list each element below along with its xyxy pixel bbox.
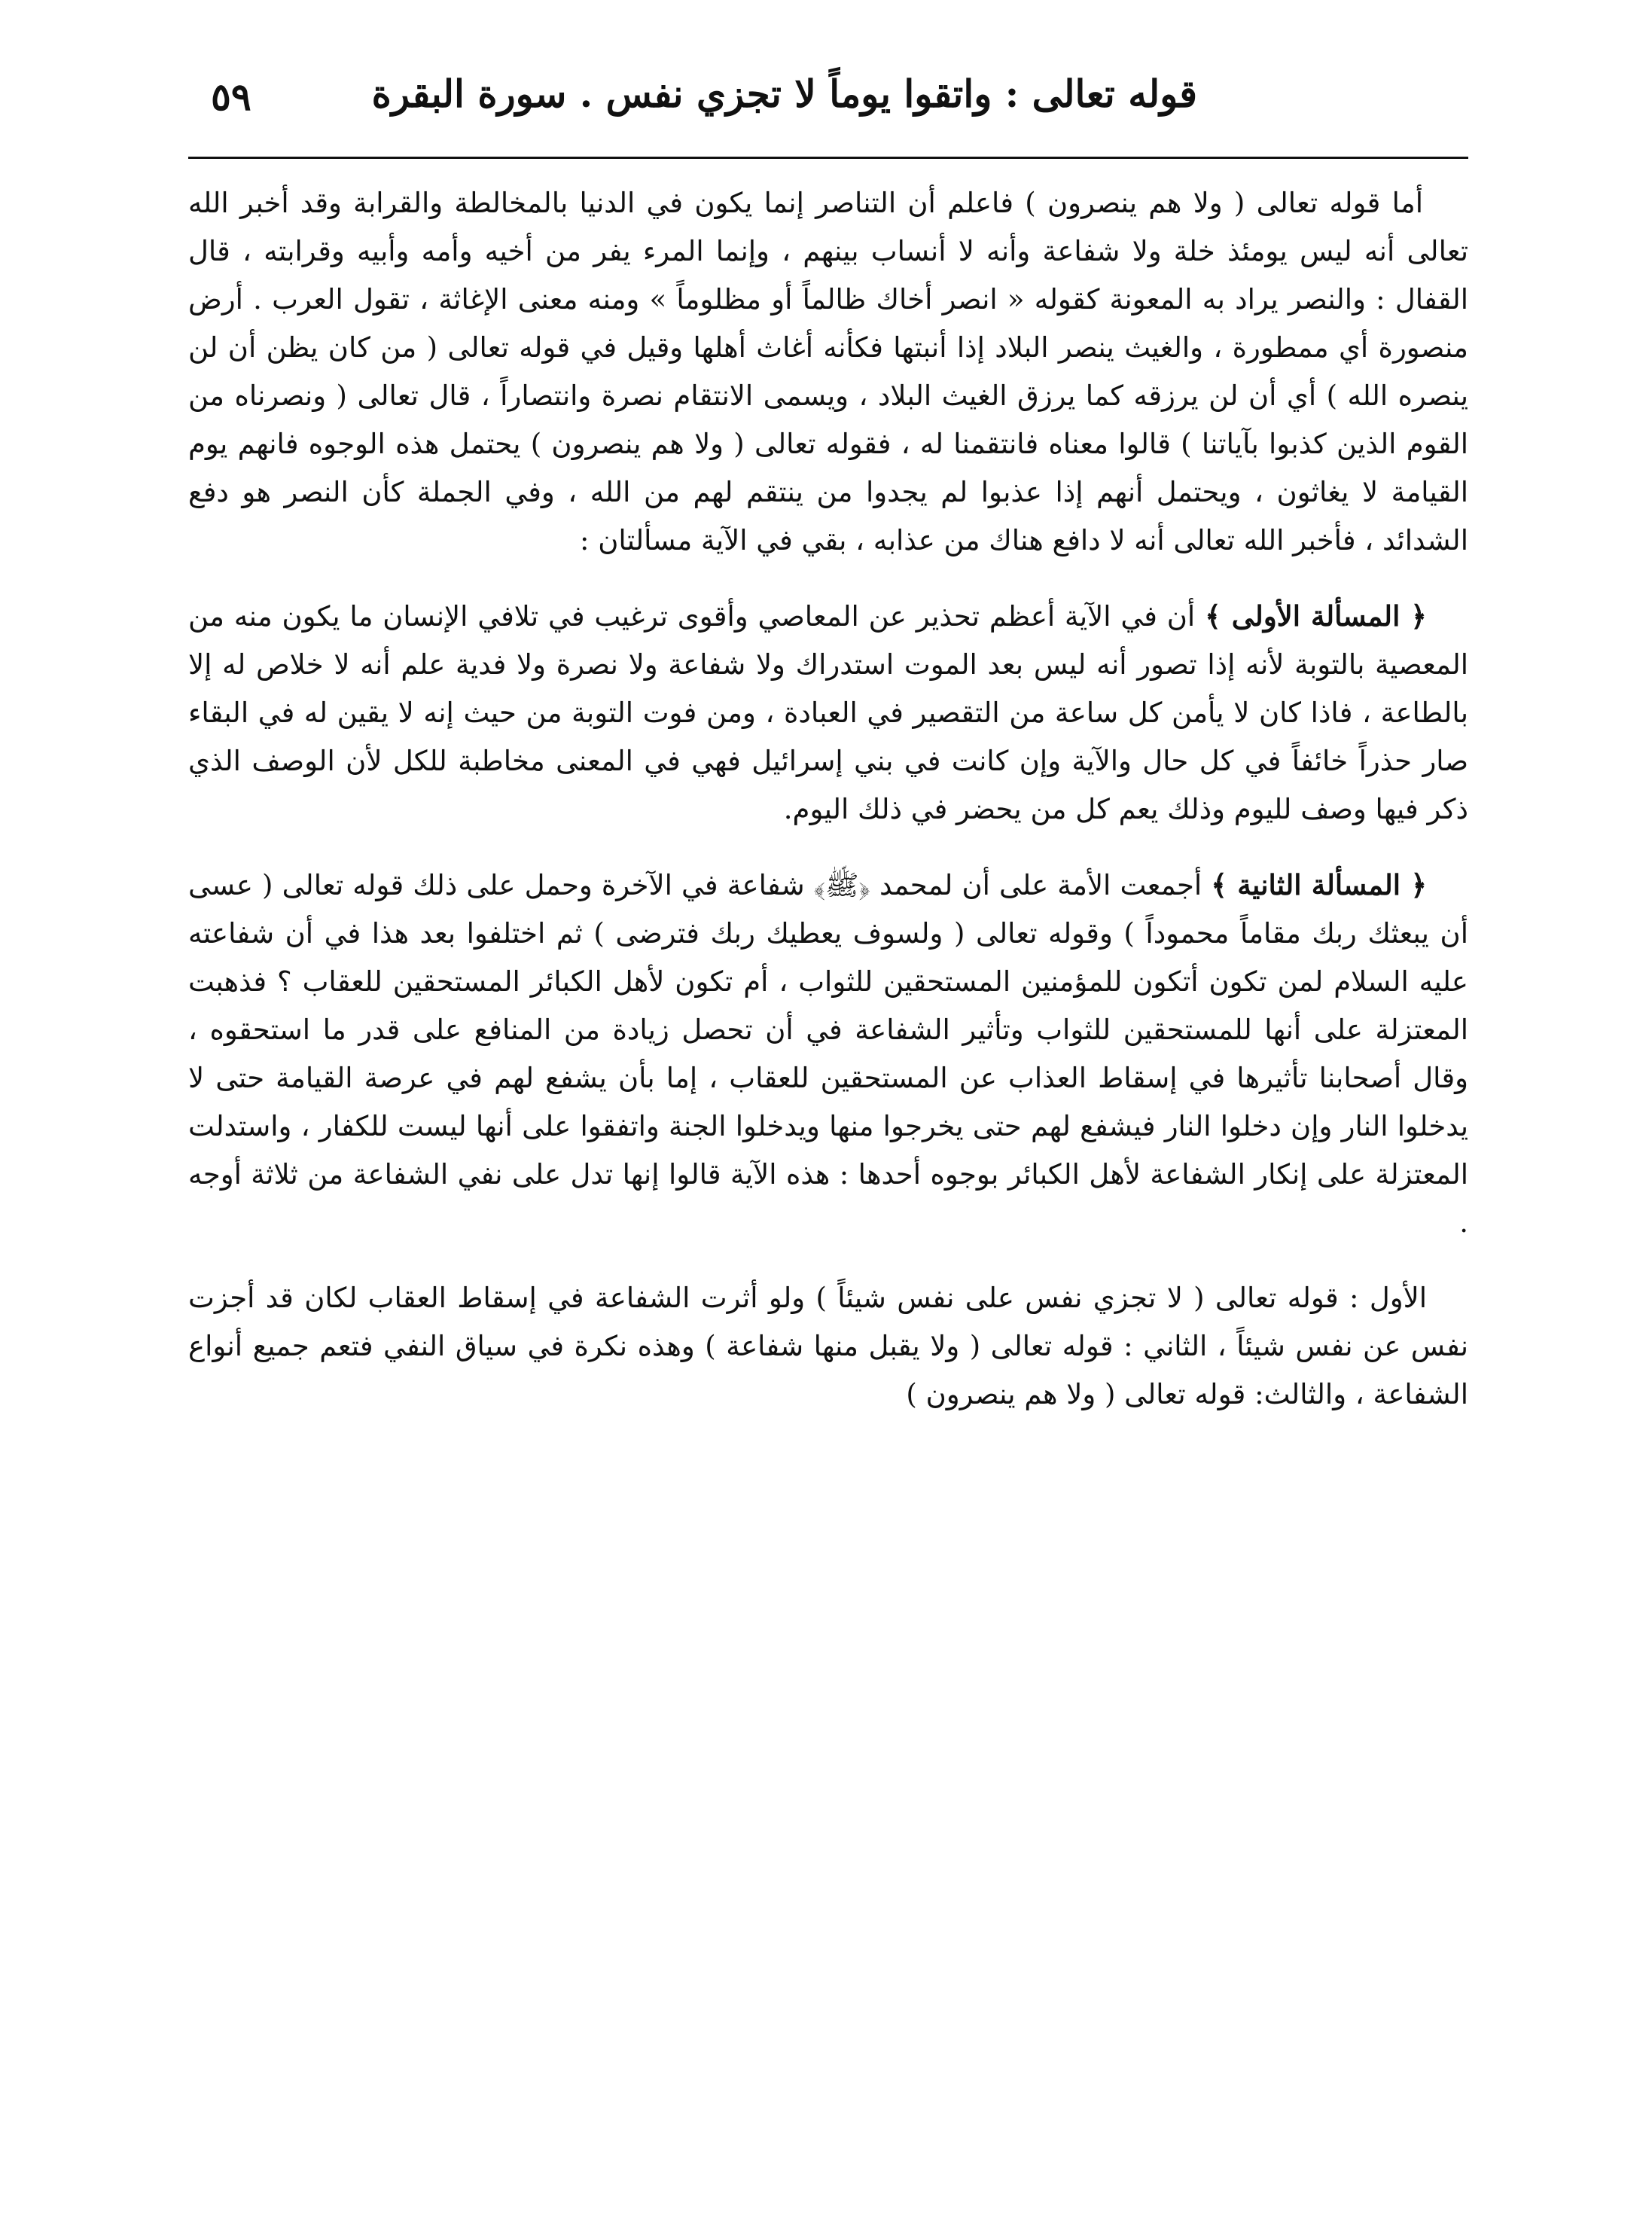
paragraph-3-heading: ﴿ المسألة الثانية ﴾ xyxy=(1211,868,1427,901)
running-title: قوله تعالى : واتقوا يوماً لا تجزي نفس . سورة البقرة xyxy=(371,72,1197,116)
paragraph-3 xyxy=(188,861,1468,1247)
body-text xyxy=(188,179,1468,2197)
header-rule xyxy=(188,157,1468,159)
paragraph-4-text: الأول : قوله تعالى ( لا تجزي نفس على نفس شيئاً ) ولو أثرت الشفاعة في إسقاط العقاب لكان قد أجزت نفس عن نفس شيئاً ، الثاني : قوله تعالى ( ولا يقبل منها شفاعة ) وهذه نكرة في سياق النفي فتعم جميع أنواع الشفاعة ، والثالث: قوله تعالى ( ولا هم ينصرون ) xyxy=(188,1282,1468,1410)
page-header xyxy=(188,72,1468,147)
paragraph-2-text: أن في الآية أعظم تحذير عن المعاصي وأقوى ترغيب في تلافي الإنسان ما يكون منه من المعصية بالتوبة لأنه إذا تصور أنه ليس بعد الموت استدراك ولا شفاعة ولا نصرة ولا فدية علم أنه لا خلاص له إلا بالطاعة ، فاذا كان لا يأمن كل ساعة من التقصير في العبادة ، ومن فوت التوبة من حيث إنه لا يقين له في البقاء صار حذراً خائفاً في كل حال والآية وإن كانت في بني إسرائيل فهي في المعنى مخاطبة للكل لأن الوصف الذي ذكر فيها وصف لليوم وذلك يعم كل من يحضر في ذلك اليوم. xyxy=(188,600,1468,825)
paragraph-4 xyxy=(188,1274,1468,1419)
paragraph-1-text: أما قوله تعالى ( ولا هم ينصرون ) فاعلم أن التناصر إنما يكون في الدنيا بالمخالطة والقرابة وقد أخبر الله تعالى أنه ليس يومئذ خلة ولا شفاعة وأنه لا أنساب بينهم ، وإنما المرء يفر من أخيه وأمه وأبيه وقرابته ، قال القفال : والنصر يراد به المعونة كقوله « انصر أخاك ظالماً أو مظلوماً » ومنه معنى الإغاثة ، تقول العرب . أرض منصورة أي ممطورة ، والغيث ينصر البلاد إذا أنبتها فكأنه أغاث أهلها وقيل في قوله تعالى ( من كان يظن أن لن ينصره الله ) أي أن لن يرزقه كما يرزق الغيث البلاد ، ويسمى الانتقام نصرة وانتصاراً ، قال تعالى ( ونصرناه من القوم الذين كذبوا بآياتنا ) قالوا معناه فانتقمنا له ، فقوله تعالى ( ولا هم ينصرون ) يحتمل هذه الوجوه فانهم يوم القيامة لا يغاثون ، ويحتمل أنهم إذا عذبوا لم يجدوا من ينتقم لهم من الله ، وفي الجملة كأن النصر هو دفع الشدائد ، فأخبر الله تعالى أنه لا دافع هناك من عذابه ، بقي في الآية مسألتان : xyxy=(188,187,1468,556)
paragraph-2-heading: ﴿ المسألة الأولى ﴾ xyxy=(1205,599,1427,633)
page-number: ٥٩ xyxy=(211,75,251,119)
paragraph-3-text: أجمعت الأمة على أن لمحمد ﴿ﷺ﴾ شفاعة في الآخرة وحمل على ذلك قوله تعالى ( عسى أن يبعثك ربك مقاماً محموداً ) وقوله تعالى ( ولسوف يعطيك ربك فترضى ) ثم اختلفوا بعد هذا في أن شفاعته عليه السلام لمن تكون أتكون للمؤمنين المستحقين للثواب ، أم تكون لأهل الكبائر المستحقين للعقاب ؟ فذهبت المعتزلة على أنها للمستحقين للثواب وتأثير الشفاعة في أن تحصل زيادة من المنافع على قدر ما استحقوه ، وقال أصحابنا تأثيرها في إسقاط العذاب عن المستحقين للعقاب ، إما بأن يشفع لهم في عرصة القيامة حتى لا يدخلوا النار وإن دخلوا النار فيشفع لهم حتى يخرجوا منها ويدخلوا الجنة واتفقوا على أنها ليست للكفار ، واستدلت المعتزلة على إنكار الشفاعة لأهل الكبائر بوجوه أحدها : هذه الآية قالوا إنها تدل على نفي الشفاعة من ثلاثة أوجه . xyxy=(188,869,1468,1239)
paragraph-1 xyxy=(188,179,1468,565)
paragraph-2 xyxy=(188,592,1468,834)
